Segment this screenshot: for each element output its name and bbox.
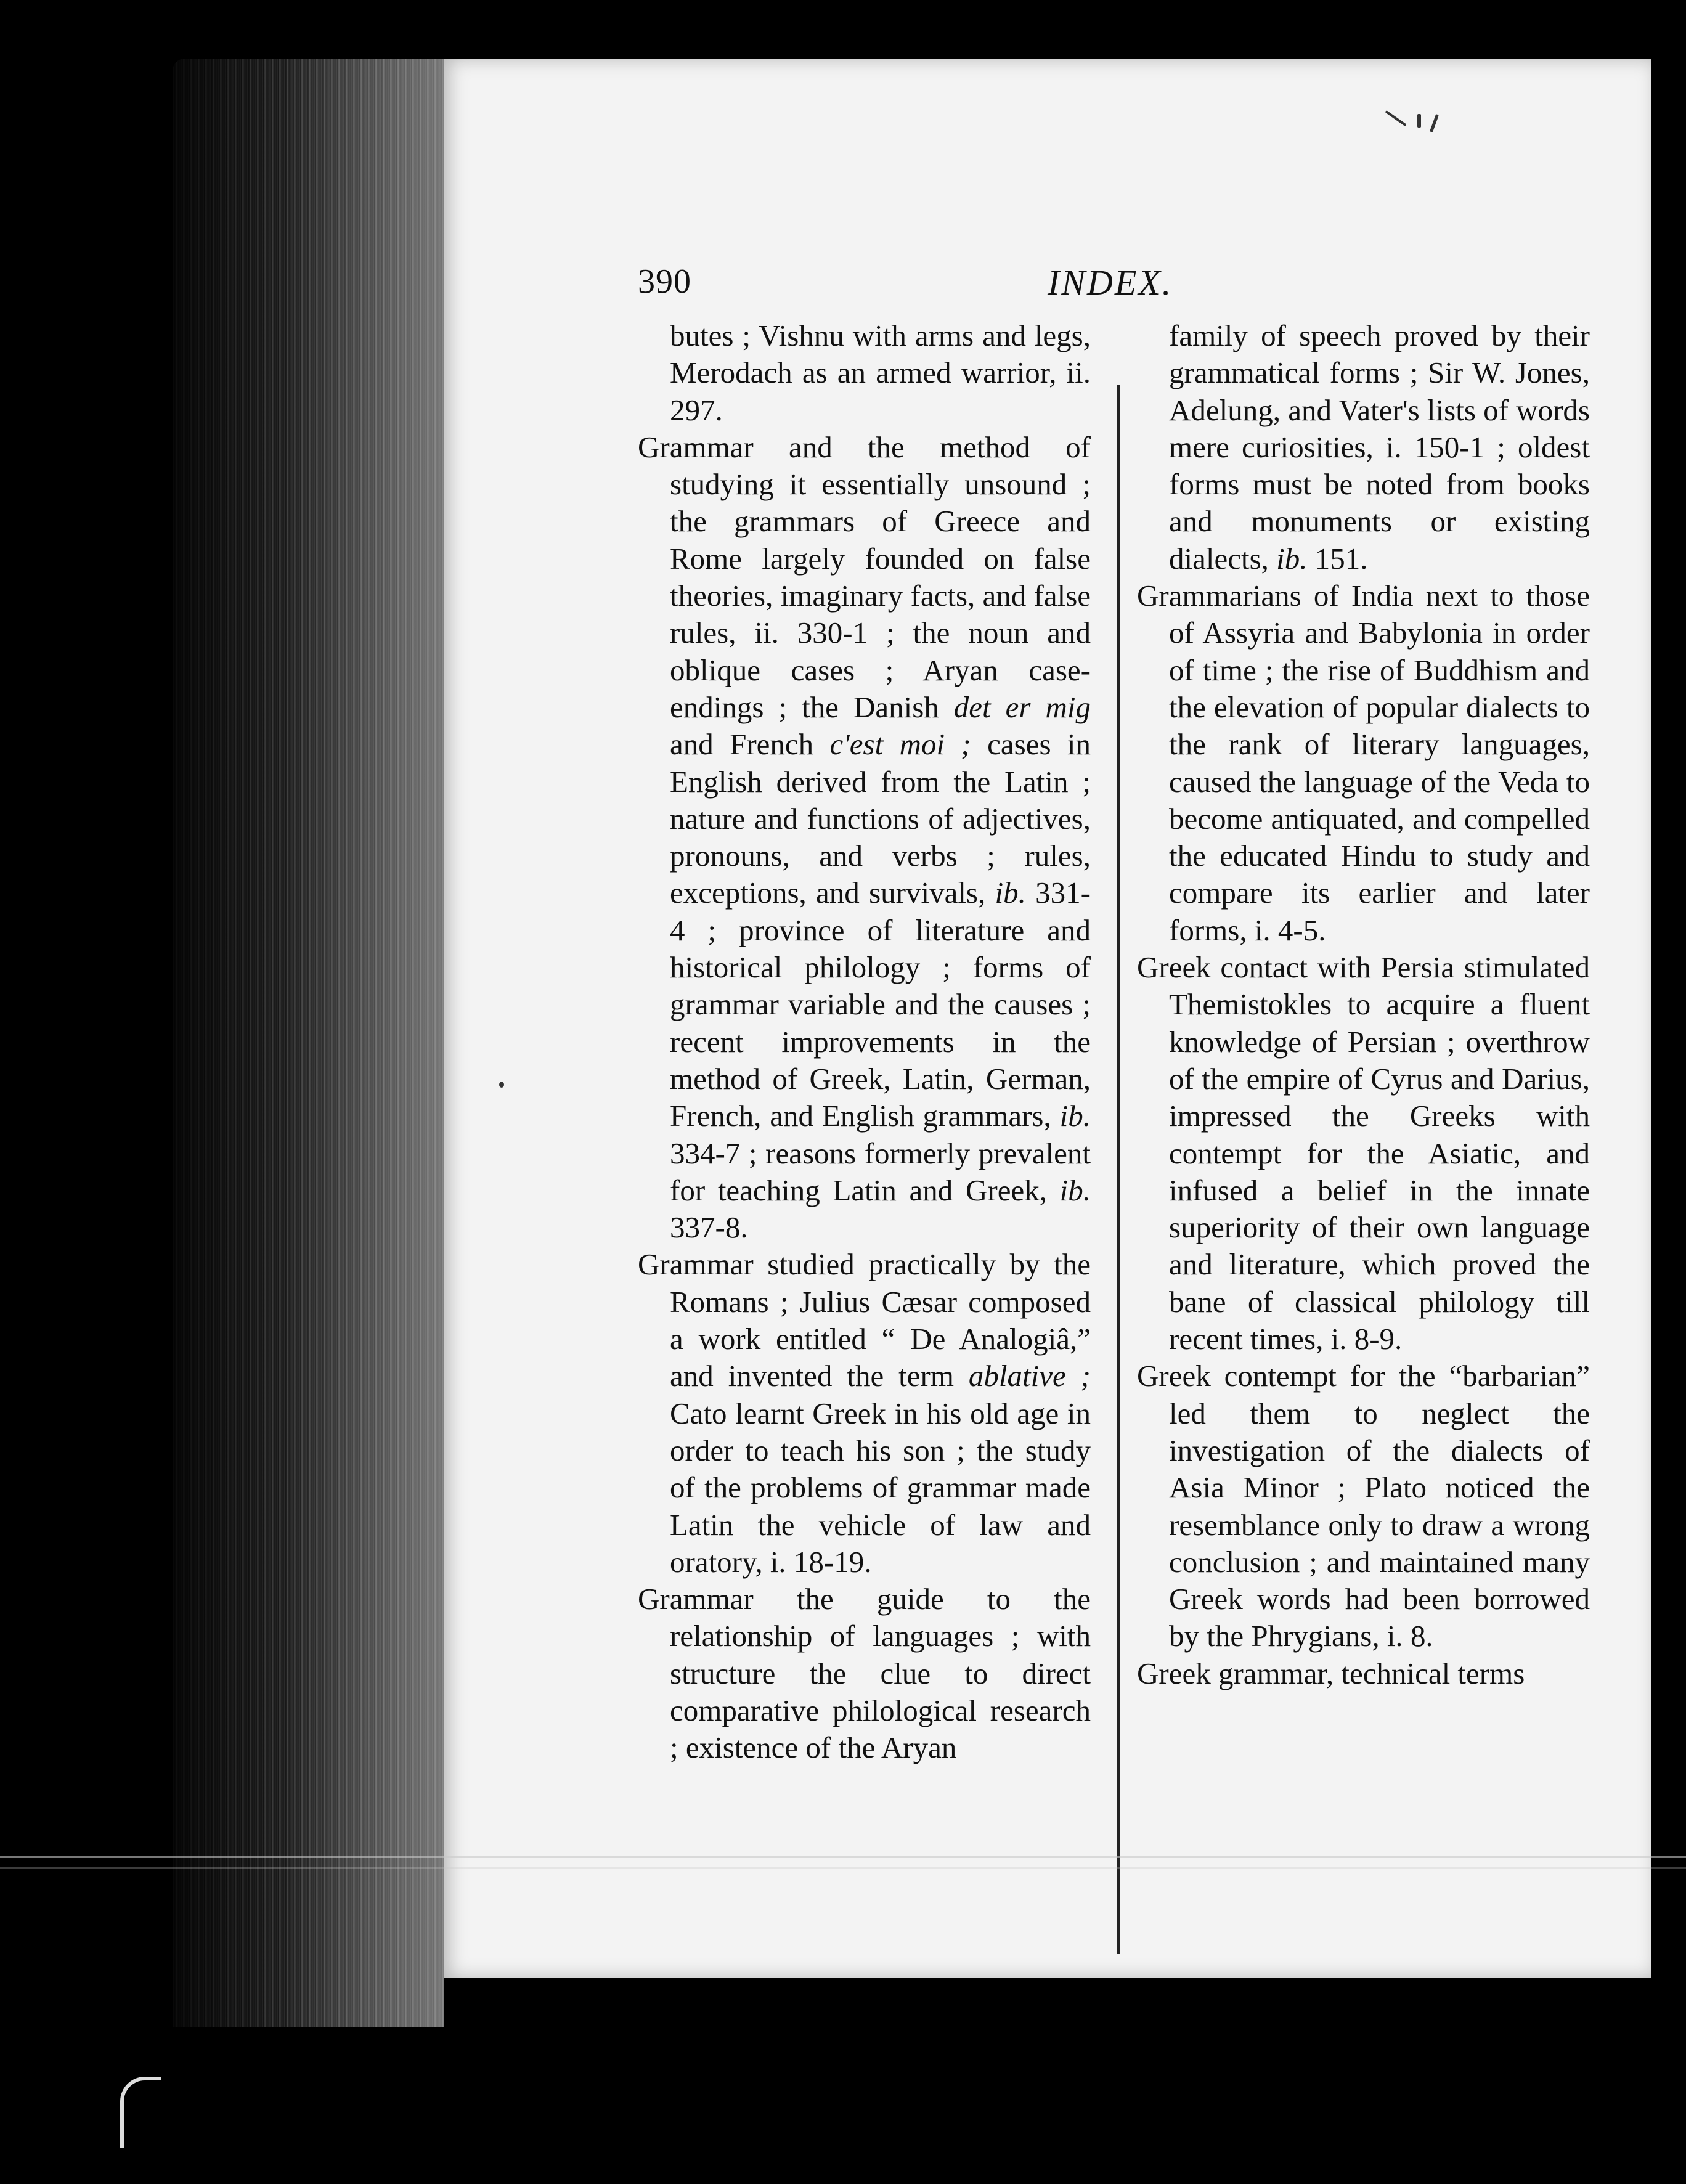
scan-artifact-line [0,1867,1686,1869]
index-entry-text: Greek grammar, technical terms [1137,1656,1525,1690]
index-entry [638,317,1091,429]
page-number: 390 [638,263,691,301]
index-entry [638,429,1091,1247]
index-entry [1137,577,1590,949]
index-entry [638,1581,1091,1766]
index-entry-italic: ib. [1276,541,1308,576]
index-entry-italic: ib. [1059,1099,1091,1133]
column-divider [1117,385,1120,1954]
index-column-left [638,317,1091,1767]
index-entry-text: 331-4 ; province of literature and historical philology ; forms of grammar variable and the causes ; recent improvements in the method of Greek, Latin, German, French, and English grammars, [670,876,1091,1133]
scan-speck [1417,114,1421,128]
index-entry-text: Grammar and the method of studying it essentially unsound ; the grammars of Greece and Rome largely founded on false theories, imaginary facts, and false rules, ii. 330-1 ; the noun and oblique cases ; Aryan case-endings ; the Danish [638,430,1091,724]
index-entry-text: Grammar studied practically by the Romans ; Julius Cæsar composed a work entitled “ De Analogiâ,” and invented the term [638,1247,1091,1393]
index-entry-text: Grammarians of India next to those of Assyria and Babylonia in order of time ; the rise of Buddhism and the elevation of popular dialects to the rank of literary languages, caused the language of the Veda to become antiquated, and compelled the educated Hindu to study and compare its earlier and later forms, i. 4-5. [1137,579,1590,947]
index-entry-text: Grammar the guide to the relationship of languages ; with structure the clue to direct comparative philological research ; existence of the Aryan [638,1582,1091,1765]
facing-page-edge [1651,80,1686,2052]
index-entry [1137,1358,1590,1655]
index-entry-text: Cato learnt Greek in his old age in order to teach his son ; the study of the problems of grammar made Latin the vehicle of law and oratory, i. 18-19. [670,1396,1091,1579]
index-entry-italic: ablative ; [968,1359,1091,1393]
scan-speck [1385,110,1406,126]
index-entry [1137,949,1590,1358]
index-entry-text: Greek contact with Persia stimulated Themistokles to acquire a fluent knowledge of Persian ; overthrow of the empire of Cyrus and Darius, impressed the Greeks with contempt for the Asiatic, and infused a belief in the innate superiority of their own language and literature, which proved the bane of classical philology till recent times, i. 8-9. [1137,950,1590,1356]
index-entry-italic: ib. [995,876,1026,910]
scan-speck [499,1082,504,1088]
index-entry-text: 337-8. [670,1210,748,1245]
index-entry-italic: ib. [1059,1173,1091,1207]
page-header [444,262,1651,311]
running-title: INDEX. [1048,263,1173,303]
index-entry-text: family of speech proved by their grammatical forms ; Sir W. Jones, Adelung, and Vater's lists of words mere curiosities, i. 150-1 ; oldest forms must be noted from books and monuments or existing dialects, [1169,319,1590,576]
index-entry [638,1246,1091,1581]
index-entry-text: and French [670,727,830,762]
book-page [444,59,1651,1978]
index-entry-text: cases in English derived from the Latin ; nature and functions of adjectives, pronouns, and verbs ; rules, exceptions, and survivals, [670,727,1091,910]
scan-speck [1430,114,1439,132]
index-entry-italic: det er mig [953,690,1091,724]
book-page-edges [173,59,444,2027]
index-entry [1137,317,1590,577]
index-entry [1137,1655,1590,1692]
scan-artifact-line [0,1856,1686,1858]
index-entry-text: Greek contempt for the “barbarian” led them to neglect the investigation of the dialects of Asia Minor ; Plato noticed the resemblance only to draw a wrong conclusion ; and maintained many Greek words had been borrowed by the Phrygians, i. 8. [1137,1359,1590,1653]
index-entry-text: 334-7 ; reasons formerly prevalent for teaching Latin and Greek, [670,1136,1091,1207]
index-entry-text: butes ; Vishnu with arms and legs, Merodach as an armed warrior, ii. 297. [670,319,1091,427]
page-curl-mark [120,2077,161,2148]
index-column-right [1137,317,1590,1692]
index-entry-text: 151. [1307,541,1368,576]
index-entry-italic: c'est moi ; [829,727,971,762]
